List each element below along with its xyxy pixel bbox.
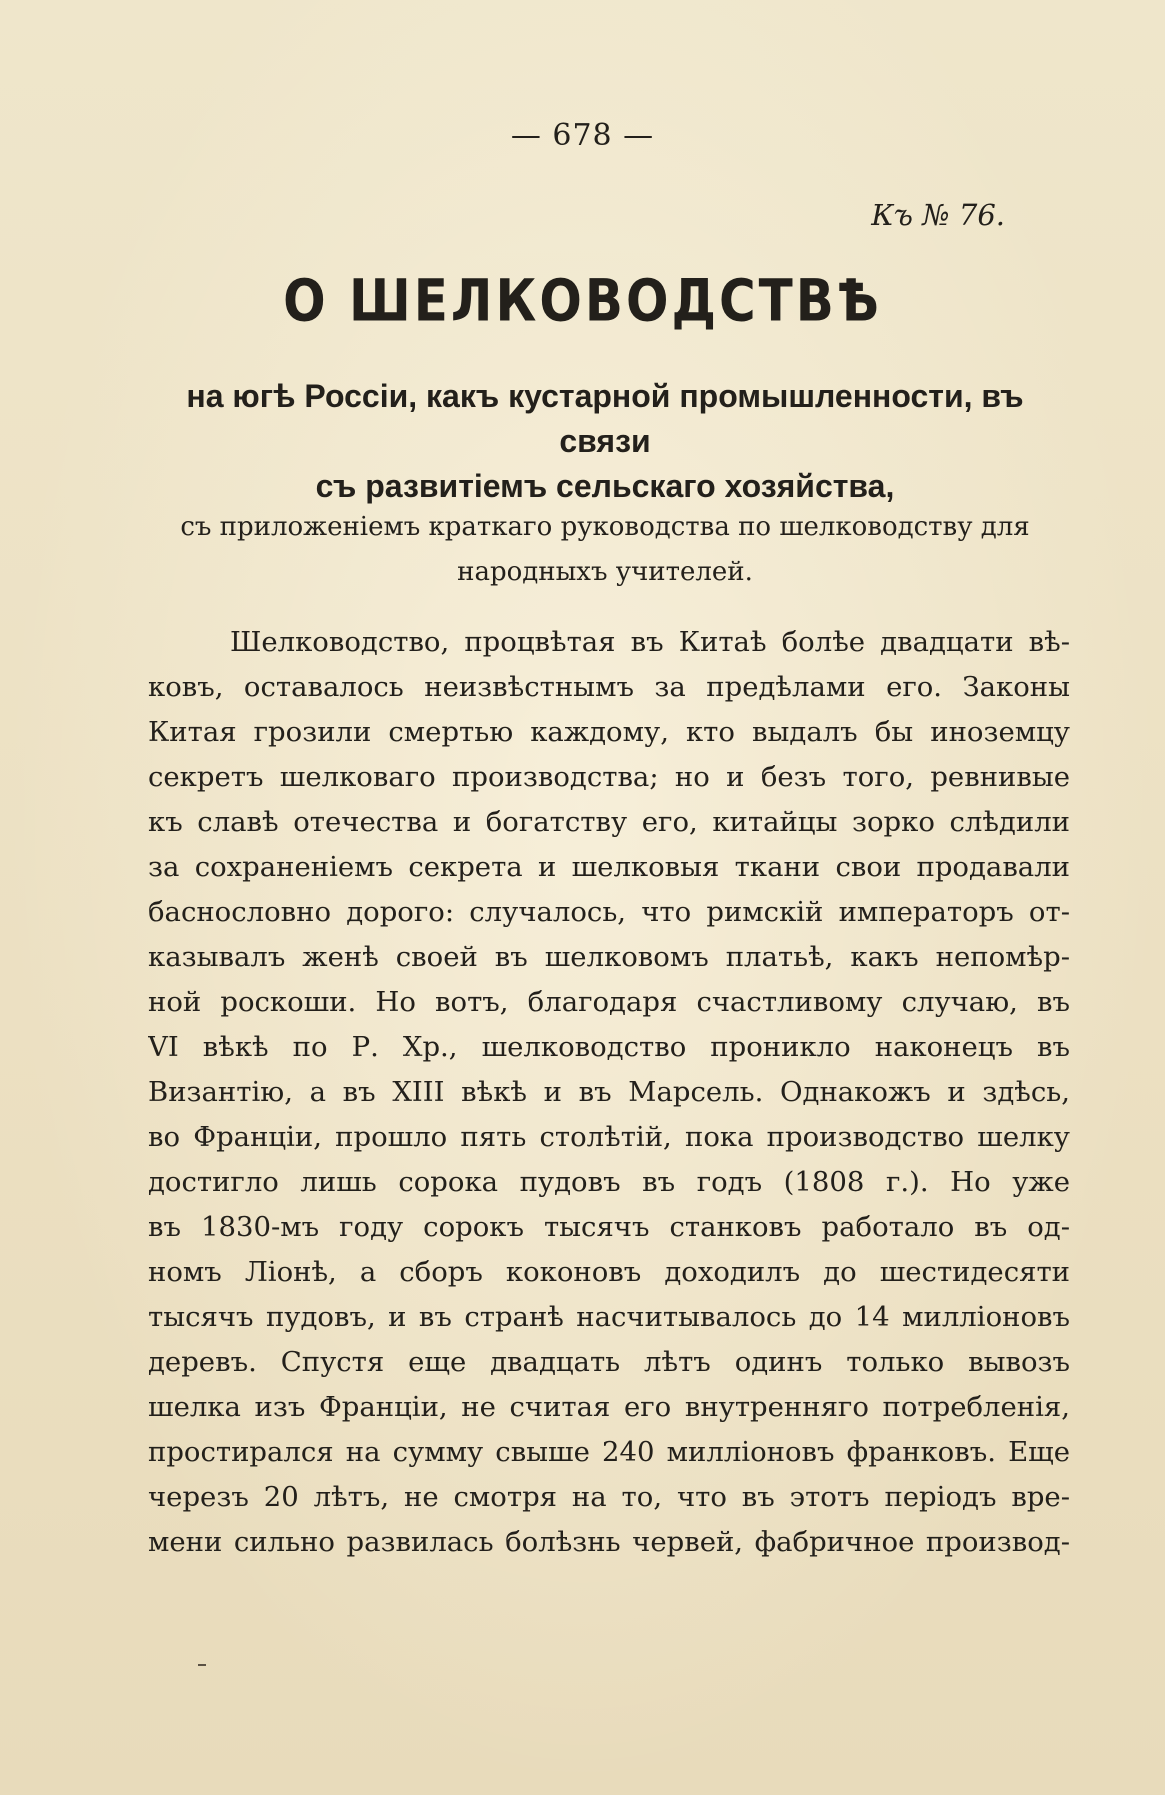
- body-paragraph: [148, 620, 1070, 1565]
- text-line: Китая грозили смертью каждому, кто выдалъ бы иноземцу: [148, 716, 1070, 748]
- subtitle-line: на югѣ Россіи, какъ кустарной промышленности, въ связи: [186, 378, 1024, 459]
- text-line: ковъ, оставалось неизвѣстнымъ за предѣлами его. Законы: [148, 671, 1070, 703]
- subtitle: [140, 374, 1070, 509]
- text-line: секретъ шелковаго производства; но и безъ того, ревнивые: [148, 761, 1070, 793]
- text-line: къ славѣ отечества и богатству его, китайцы зорко слѣдили: [148, 806, 1070, 838]
- text-line: простирался на сумму свыше 240 милліоновъ франковъ. Еще: [148, 1436, 1070, 1468]
- document-reference: Къ № 76.: [871, 198, 1005, 232]
- subsubtitle: [150, 505, 1060, 595]
- text-line: шелка изъ Франціи, не считая его внутренняго потребленія,: [148, 1391, 1070, 1423]
- text-line: деревъ. Спустя еще двадцать лѣтъ одинъ только вывозъ: [148, 1346, 1070, 1378]
- page-number: — 678 —: [510, 118, 655, 153]
- text-line: ной роскоши. Но вотъ, благодаря счастливому случаю, въ: [148, 986, 1070, 1018]
- subsubtitle-line: народныхъ учителей.: [457, 557, 753, 587]
- text-line: номъ Ліонѣ, а сборъ коконовъ доходилъ до шестидесяти: [148, 1256, 1070, 1288]
- text-line: тысячъ пудовъ, и въ странѣ насчитывалось до 14 милліоновъ: [148, 1301, 1070, 1333]
- text-line: Византію, а въ XIII вѣкѣ и въ Марсель. Однакожъ и здѣсь,: [148, 1076, 1070, 1108]
- subsubtitle-line: съ приложеніемъ краткаго руководства по шелководству для: [180, 512, 1030, 542]
- text-line: во Франціи, прошло пять столѣтій, пока производство шелку: [148, 1121, 1070, 1153]
- text-line: достигло лишь сорока пудовъ въ годъ (1808 г.). Но уже: [148, 1166, 1070, 1198]
- text-line: мени сильно развилась болѣзнь червей, фабричное производ-: [148, 1526, 1070, 1558]
- text-line: черезъ 20 лѣтъ, не смотря на то, что въ этотъ періодъ вре-: [148, 1481, 1070, 1513]
- text-line: казывалъ женѣ своей въ шелковомъ платьѣ, какъ непомѣр-: [148, 941, 1070, 973]
- text-line: Шелководство, процвѣтая въ Китаѣ болѣе двадцати вѣ-: [230, 626, 1070, 658]
- subtitle-line: съ развитіемъ сельскаго хозяйства,: [315, 468, 895, 504]
- page-title: О ШЕЛКОВОДСТВѢ: [283, 267, 882, 335]
- ink-speck: [198, 1664, 206, 1666]
- text-line: за сохраненіемъ секрета и шелковыя ткани свои продавали: [148, 851, 1070, 883]
- text-line: VI вѣкѣ по Р. Хр., шелководство проникло наконецъ въ: [148, 1031, 1070, 1063]
- text-line: въ 1830-мъ году сорокъ тысячъ станковъ работало въ од-: [148, 1211, 1070, 1243]
- text-line: баснословно дорого: случалось, что римскій императоръ от-: [148, 896, 1070, 928]
